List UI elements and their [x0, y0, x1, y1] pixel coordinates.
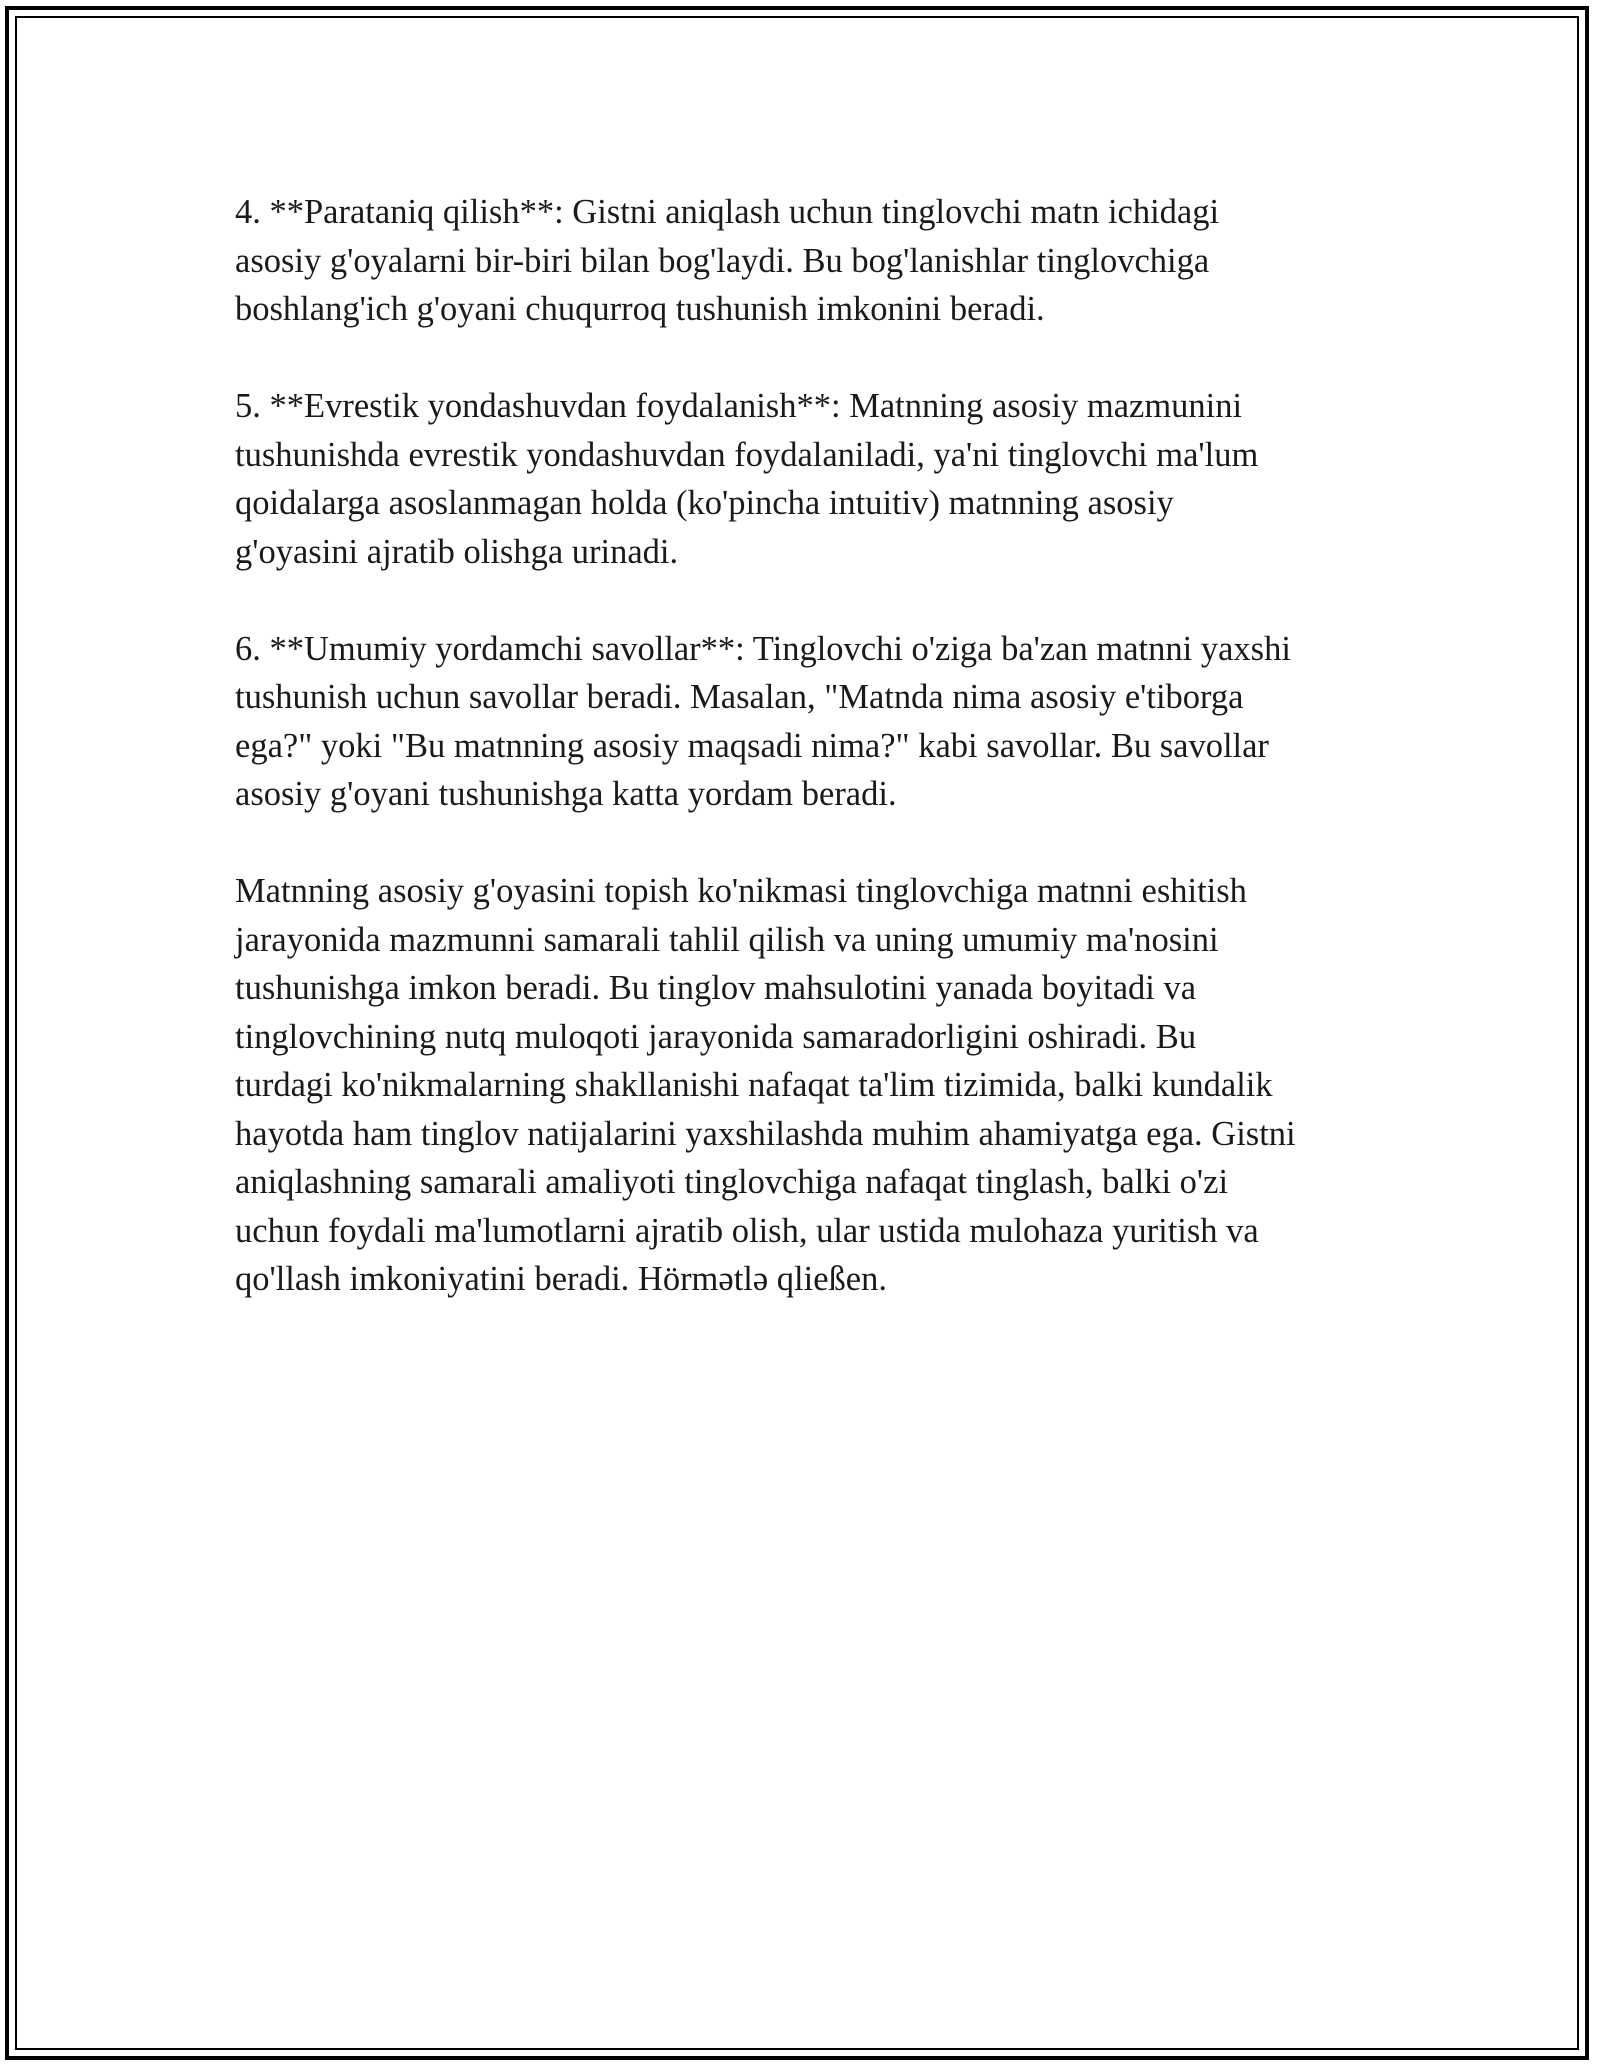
document-body [235, 188, 1375, 1352]
paragraph-item-4: 4. **Parataniq qilish**: Gistni aniqlash uchun tinglovchi matn ichidagi asosiy g'oyalarni bir-biri bilan bog'laydi. Bu bog'lanishlar tinglovchiga boshlang'ich g'oyani chuqurroq tushunish imkonini beradi. [235, 193, 1220, 328]
paragraph-item-6: 6. **Umumiy yordamchi savollar**: Tinglovchi o'ziga ba'zan matnni yaxshi tushunish uchun savollar beradi. Masalan, "Matnda nima asosiy e'tiborga ega?" yoki "Bu matnning asosiy maqsadi nima?" kabi savollar. Bu savollar asosiy g'oyani tushunishga katta yordam beradi. [235, 629, 1291, 813]
paragraph-conclusion: Matnning asosiy g'oyasini topish ko'nikmasi tinglovchiga matnni eshitish jarayonida mazmunni samarali tahlil qilish va uning umumiy ma'nosini tushunishga imkon beradi. Bu tinglov mahsulotini yanada boyitadi va tinglovchining nutq muloqoti jarayonida samaradorligini oshiradi. Bu turdagi ko'nikmalarning shakllanishi nafaqat ta'lim tizimida, balki kundalik hayotda ham tinglov natijalarini yaxshilashda muhim ahamiyatga ega. Gistni aniqlashning samarali amaliyoti tinglovchiga nafaqat tinglash, balki o'zi uchun foydali ma'lumotlarni ajratib olish, ular ustida mulohaza yuritish va qo'llash imkoniyatini beradi. Hörmətlə qließen. [235, 872, 1296, 1298]
paragraph-item-5: 5. **Evrestik yondashuvdan foydalanish**: Matnning asosiy mazmunini tushunishda evrestik yondashuvdan foydalaniladi, ya'ni tinglovchi ma'lum qoidalarga asoslanmagan holda (ko'pincha intuitiv) matnning asosiy g'oyasini ajratib olishga urinadi. [235, 387, 1259, 571]
